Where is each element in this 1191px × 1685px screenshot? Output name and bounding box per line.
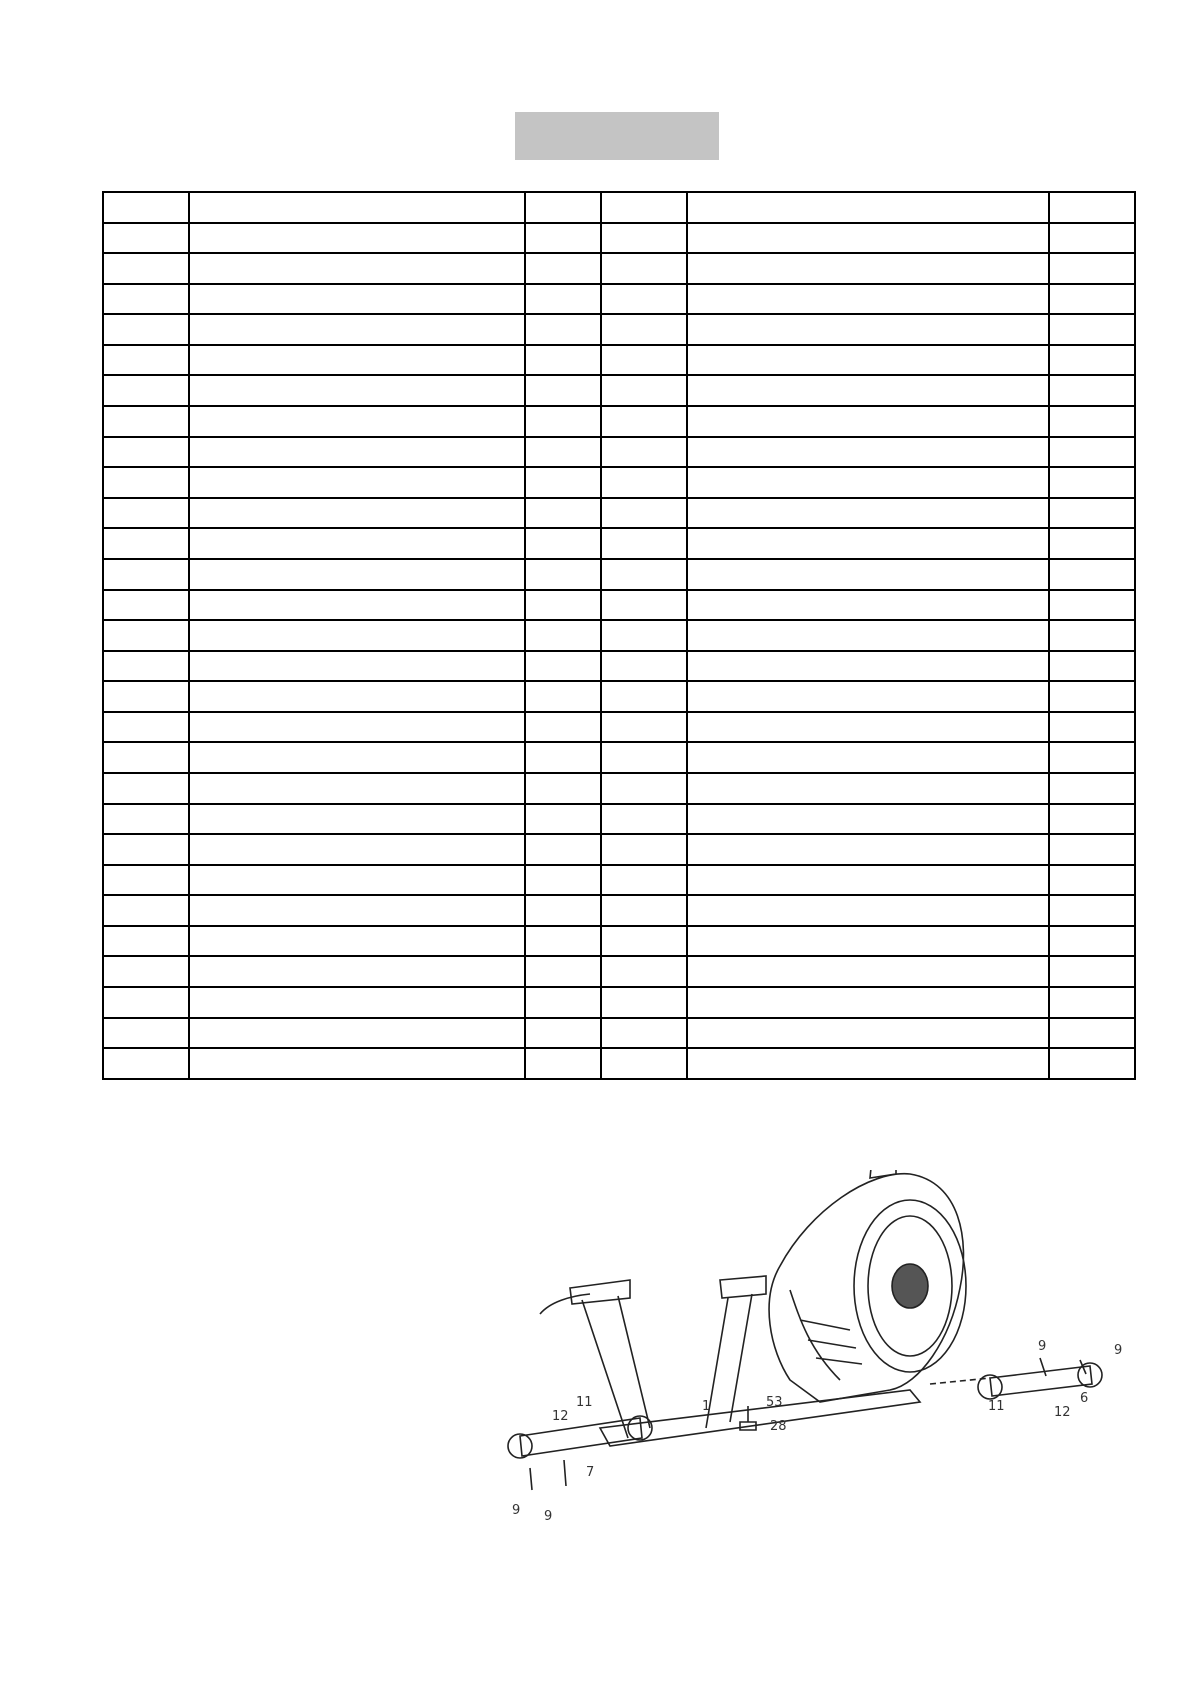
table-cell [601, 620, 687, 651]
table-cell [525, 406, 601, 437]
parts-table-body [103, 192, 1135, 1079]
table-cell [1049, 253, 1135, 284]
table-cell [1049, 987, 1135, 1018]
table-cell [1049, 498, 1135, 529]
table-cell [103, 712, 189, 743]
table-cell [601, 773, 687, 804]
table-row [103, 467, 1135, 498]
table-cell [103, 865, 189, 896]
table-cell [103, 498, 189, 529]
table-cell [189, 956, 525, 987]
table-cell [525, 773, 601, 804]
table-cell [103, 223, 189, 254]
table-cell [687, 681, 1049, 712]
table-cell [1049, 375, 1135, 406]
table-cell [1049, 742, 1135, 773]
table-cell [601, 559, 687, 590]
table-row [103, 742, 1135, 773]
table-row [103, 926, 1135, 957]
table-cell [103, 895, 189, 926]
table-cell [525, 437, 601, 468]
table-cell [601, 314, 687, 345]
table-cell [1049, 956, 1135, 987]
table-cell [601, 192, 687, 223]
table-cell [103, 926, 189, 957]
table-cell [601, 223, 687, 254]
table-cell [687, 834, 1049, 865]
table-cell [601, 895, 687, 926]
table-cell [601, 987, 687, 1018]
callout-1: 1 [702, 1399, 711, 1414]
callout-28: 28 [770, 1419, 787, 1434]
table-cell [687, 406, 1049, 437]
table-row [103, 1048, 1135, 1079]
table-cell [189, 804, 525, 835]
table-cell [601, 742, 687, 773]
table-cell [103, 528, 189, 559]
table-cell [687, 1048, 1049, 1079]
table-cell [1049, 223, 1135, 254]
table-cell [189, 253, 525, 284]
table-cell [103, 345, 189, 376]
table-cell [687, 284, 1049, 315]
table-row [103, 651, 1135, 682]
table-cell [103, 314, 189, 345]
table-cell [103, 375, 189, 406]
table-cell [601, 467, 687, 498]
table-cell [103, 804, 189, 835]
table-cell [601, 681, 687, 712]
table-cell [1049, 895, 1135, 926]
table-row [103, 834, 1135, 865]
table-row [103, 590, 1135, 621]
table-cell [601, 926, 687, 957]
callout-9-b: 9 [544, 1509, 553, 1524]
bike-frame-drawing [508, 1170, 1102, 1490]
table-row [103, 345, 1135, 376]
table-cell [103, 437, 189, 468]
table-row [103, 681, 1135, 712]
table-cell [525, 467, 601, 498]
table-cell [601, 406, 687, 437]
table-cell [189, 895, 525, 926]
table-cell [525, 375, 601, 406]
table-cell [1049, 1018, 1135, 1049]
table-cell [525, 590, 601, 621]
table-cell [1049, 651, 1135, 682]
table-cell [189, 437, 525, 468]
table-cell [601, 375, 687, 406]
table-cell [1049, 712, 1135, 743]
table-cell [687, 314, 1049, 345]
callout-6: 6 [1080, 1391, 1089, 1406]
table-cell [103, 681, 189, 712]
table-cell [189, 742, 525, 773]
callout-11-a: 11 [576, 1395, 593, 1410]
table-cell [103, 742, 189, 773]
table-row [103, 773, 1135, 804]
table-cell [687, 467, 1049, 498]
table-cell [525, 987, 601, 1018]
table-cell [601, 956, 687, 987]
table-row [103, 253, 1135, 284]
table-cell [601, 528, 687, 559]
table-cell [103, 651, 189, 682]
table-cell [1049, 804, 1135, 835]
table-row [103, 895, 1135, 926]
table-cell [189, 406, 525, 437]
title-banner [515, 112, 719, 160]
table-cell [103, 987, 189, 1018]
table-cell [687, 253, 1049, 284]
table-cell [1049, 834, 1135, 865]
table-cell [189, 681, 525, 712]
table-cell [189, 498, 525, 529]
table-cell [525, 345, 601, 376]
table-cell [103, 590, 189, 621]
table-cell [687, 712, 1049, 743]
table-cell [687, 773, 1049, 804]
table-cell [1049, 620, 1135, 651]
table-cell [189, 528, 525, 559]
table-cell [103, 284, 189, 315]
table-cell [1049, 1048, 1135, 1079]
table-row [103, 375, 1135, 406]
table-row [103, 804, 1135, 835]
table-cell [525, 253, 601, 284]
table-cell [1049, 528, 1135, 559]
table-cell [525, 865, 601, 896]
table-cell [601, 437, 687, 468]
table-cell [189, 651, 525, 682]
table-cell [601, 590, 687, 621]
table-cell [525, 926, 601, 957]
table-row [103, 223, 1135, 254]
table-cell [1049, 590, 1135, 621]
table-cell [525, 559, 601, 590]
table-cell [687, 742, 1049, 773]
table-cell [103, 406, 189, 437]
table-row [103, 528, 1135, 559]
table-cell [687, 498, 1049, 529]
table-cell [1049, 926, 1135, 957]
table-cell [525, 498, 601, 529]
table-row [103, 498, 1135, 529]
table-row [103, 865, 1135, 896]
table-cell [687, 437, 1049, 468]
table-cell [601, 253, 687, 284]
table-cell [189, 284, 525, 315]
table-cell [1049, 437, 1135, 468]
table-cell [1049, 314, 1135, 345]
table-cell [189, 1018, 525, 1049]
table-cell [525, 223, 601, 254]
table-cell [103, 1048, 189, 1079]
table-cell [1049, 192, 1135, 223]
callout-12-b: 12 [1054, 1405, 1071, 1420]
table-cell [189, 345, 525, 376]
table-cell [525, 834, 601, 865]
table-cell [525, 712, 601, 743]
table-row [103, 987, 1135, 1018]
callout-12-a: 12 [552, 1409, 569, 1424]
table-row [103, 1018, 1135, 1049]
table-cell [1049, 467, 1135, 498]
table-row [103, 712, 1135, 743]
table-row [103, 406, 1135, 437]
table-cell [525, 314, 601, 345]
table-cell [525, 1048, 601, 1079]
table-cell [1049, 284, 1135, 315]
bike-drawing [490, 1170, 1150, 1590]
table-cell [1049, 406, 1135, 437]
table-cell [601, 284, 687, 315]
table-cell [601, 712, 687, 743]
table-cell [687, 192, 1049, 223]
table-cell [525, 284, 601, 315]
table-cell [189, 712, 525, 743]
exploded-assembly-diagram [490, 1170, 1150, 1590]
table-row [103, 956, 1135, 987]
callout-53: 53 [766, 1395, 783, 1410]
table-row [103, 314, 1135, 345]
table-cell [189, 620, 525, 651]
table-row [103, 437, 1135, 468]
table-cell [601, 1048, 687, 1079]
table-cell [103, 834, 189, 865]
table-cell [687, 895, 1049, 926]
table-cell [525, 681, 601, 712]
table-cell [525, 956, 601, 987]
table-cell [601, 804, 687, 835]
table-cell [601, 651, 687, 682]
callout-9-a: 9 [512, 1503, 521, 1518]
table-cell [103, 467, 189, 498]
table-cell [601, 1018, 687, 1049]
callout-7: 7 [586, 1465, 595, 1480]
table-cell [189, 926, 525, 957]
table-cell [189, 467, 525, 498]
table-row [103, 284, 1135, 315]
table-cell [525, 804, 601, 835]
callout-9-d: 9 [1114, 1343, 1123, 1358]
table-cell [189, 987, 525, 1018]
table-cell [601, 345, 687, 376]
table-cell [103, 773, 189, 804]
table-cell [103, 620, 189, 651]
table-cell [189, 223, 525, 254]
table-cell [1049, 865, 1135, 896]
table-cell [687, 528, 1049, 559]
table-cell [1049, 681, 1135, 712]
table-row [103, 559, 1135, 590]
table-cell [103, 1018, 189, 1049]
callout-11-b: 11 [988, 1399, 1005, 1414]
table-cell [189, 834, 525, 865]
table-cell [103, 253, 189, 284]
table-cell [189, 375, 525, 406]
table-cell [103, 956, 189, 987]
table-cell [103, 559, 189, 590]
table-cell [687, 956, 1049, 987]
table-cell [525, 895, 601, 926]
callout-9-c: 9 [1038, 1339, 1047, 1354]
table-cell [525, 192, 601, 223]
table-cell [525, 620, 601, 651]
table-cell [525, 1018, 601, 1049]
table-cell [687, 865, 1049, 896]
table-cell [687, 559, 1049, 590]
table-cell [1049, 559, 1135, 590]
table-cell [189, 1048, 525, 1079]
table-cell [687, 1018, 1049, 1049]
table-cell [601, 865, 687, 896]
table-cell [189, 865, 525, 896]
table-cell [687, 345, 1049, 376]
table-cell [687, 223, 1049, 254]
table-cell [687, 804, 1049, 835]
table-cell [687, 620, 1049, 651]
table-cell [687, 651, 1049, 682]
table-cell [687, 375, 1049, 406]
table-cell [687, 987, 1049, 1018]
parts-list-table [102, 191, 1136, 1080]
table-cell [687, 926, 1049, 957]
table-cell [103, 192, 189, 223]
table-cell [189, 192, 525, 223]
table-cell [525, 528, 601, 559]
table-row [103, 192, 1135, 223]
table-cell [687, 590, 1049, 621]
table-cell [601, 498, 687, 529]
table-cell [525, 742, 601, 773]
table-cell [525, 651, 601, 682]
table-cell [189, 314, 525, 345]
table-cell [1049, 345, 1135, 376]
table-cell [1049, 773, 1135, 804]
table-cell [189, 559, 525, 590]
table-cell [189, 590, 525, 621]
table-row [103, 620, 1135, 651]
table-cell [189, 773, 525, 804]
table-cell [601, 834, 687, 865]
